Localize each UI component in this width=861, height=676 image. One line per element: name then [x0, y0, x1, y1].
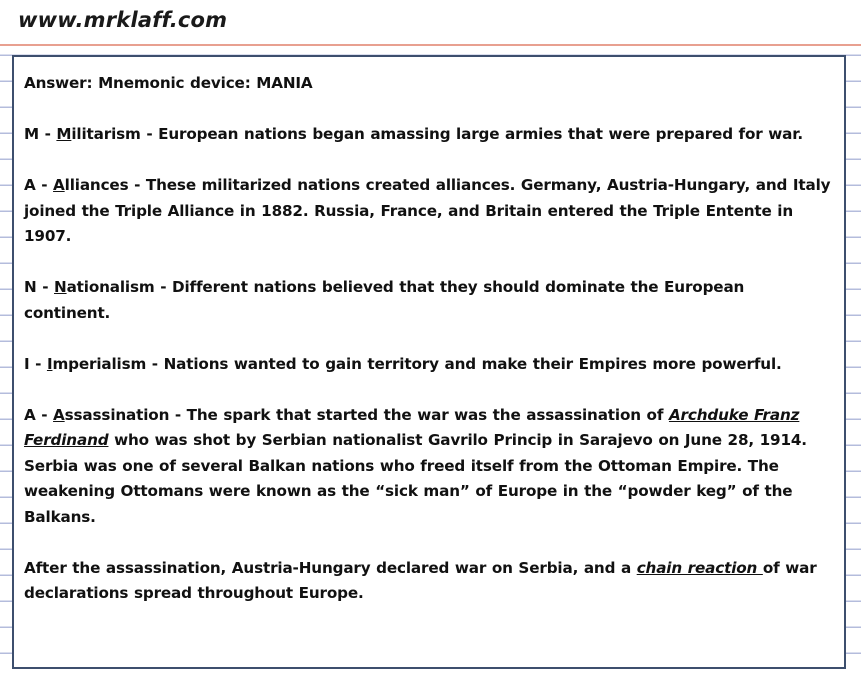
chain-reaction-link: chain reaction [636, 558, 763, 577]
item-description: - The spark that started the war was the assassination of [169, 405, 669, 424]
item-term: ationalism [66, 278, 155, 296]
item-initial: N [54, 278, 67, 296]
item-militarism [24, 122, 834, 148]
item-prefix: A - [24, 176, 54, 194]
item-prefix: A - [24, 405, 54, 424]
header-divider [0, 44, 861, 46]
item-description: - Nations wanted to gain territory and make their Empires more powerful. [146, 354, 782, 373]
item-assassination [24, 403, 834, 531]
item-alliances [24, 173, 834, 250]
item-initial: M [56, 125, 72, 143]
answer-intro-text: Answer: Mnemonic device: MANIA [24, 74, 313, 92]
item-initial: I [46, 354, 53, 373]
item-description: - These militarized nations created alliances. Germany, Austria-Hungary, and Italy joined the Triple Alliance in 1882. Russia, France, and Britain entered the Triple Entente in 1907. [24, 176, 831, 245]
site-header [0, 0, 861, 44]
answer-intro [24, 71, 834, 97]
site-url: www.mrklaff.com [18, 8, 228, 32]
item-term: ilitarism [71, 125, 141, 143]
item-imperialism [24, 352, 834, 378]
item-term: lliances [64, 176, 129, 194]
item-initial: A [53, 405, 65, 424]
answer-card [12, 55, 846, 669]
item-description-cont: who was shot by Serbian nationalist Gavrilo Princip in Sarajevo on June 28, 1914. Serbia was one of several Balkan nations who freed itself from the Ottoman Empire. The weakening Ottomans were known as the “sick man” of Europe in the “powder keg” of the Balkans. [24, 431, 807, 526]
item-description: - European nations began amassing large armies that were prepared for war. [140, 125, 804, 143]
item-prefix: M - [24, 125, 57, 143]
conclusion-text-cont: of war declarations spread throughout Europe. [24, 558, 817, 602]
item-nationalism [24, 275, 834, 326]
item-term: mperialism [52, 354, 147, 373]
conclusion [24, 556, 834, 607]
archduke-link: Archduke Franz Ferdinand [24, 405, 800, 449]
item-initial: A [53, 176, 65, 194]
item-prefix: N - [24, 278, 54, 296]
item-term: ssassination [64, 405, 170, 424]
item-prefix: I - [24, 354, 47, 373]
item-description: - Different nations believed that they should dominate the European continent. [24, 278, 745, 322]
conclusion-text: After the assassination, Austria-Hungary declared war on Serbia, and a [24, 558, 637, 577]
